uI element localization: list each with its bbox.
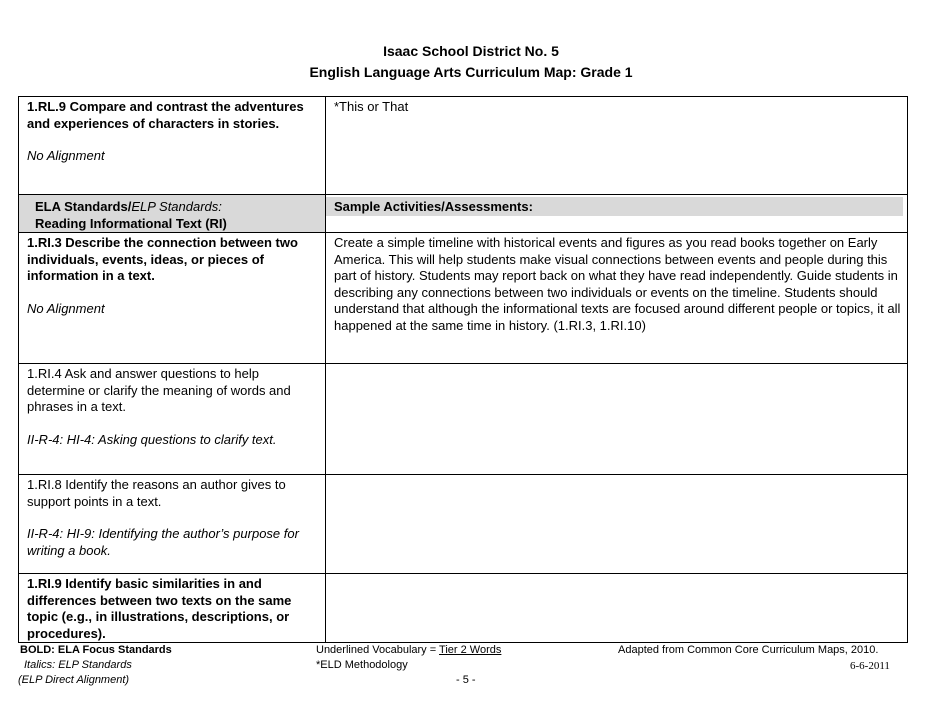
elp-standards-label: ELP Standards: <box>131 199 222 214</box>
district-title: Isaac School District No. 5 <box>383 43 559 59</box>
vocab-prefix: Underlined Vocabulary = <box>316 644 440 656</box>
standard-cell <box>19 574 326 643</box>
alignment-text: II-R-4: HI-4: Asking questions to clarify text. <box>27 431 277 447</box>
standard-text: 1.RI.9 Identify basic similarities in and differences between two texts on the same topic (e.g., in illustrations, descriptions, or procedures). <box>27 576 292 641</box>
standard-cell <box>19 475 326 574</box>
standards-header-cell <box>19 195 326 233</box>
section-header-row <box>19 195 908 233</box>
standard-cell <box>19 97 326 195</box>
standard-cell <box>19 364 326 475</box>
activity-cell <box>326 364 908 475</box>
vocab-tier: Tier 2 Words <box>439 644 502 656</box>
table-row <box>19 574 908 643</box>
activity-text: Create a simple timeline with historical events and figures as you read books together on Early America. This will help students make visual connections between events and people during this part of history. Students may report back on what they have read independently. Guide students in describing any connections between two individuals or events on the timeline. Students should understand that although the informational texts are focused around different people or topics, it all happened at the same time in history. (1.RI.3, 1.RI.10) <box>334 235 901 333</box>
table-row <box>19 475 908 574</box>
activity-cell <box>326 233 908 364</box>
standard-cell <box>19 233 326 364</box>
curriculum-table <box>18 96 908 643</box>
legend-direct: (ELP Direct Alignment) <box>18 674 130 686</box>
standard-text: 1.RI.4 Ask and answer questions to help determine or clarify the meaning of words and phrases in a text. <box>27 366 291 414</box>
standard-text: 1.RI.3 Describe the connection between two individuals, events, ideas, or pieces of information in a text. <box>27 235 298 283</box>
activity-cell <box>326 97 908 195</box>
activities-header-label: Sample Activities/Assessments: <box>334 199 533 214</box>
table-row <box>19 233 908 364</box>
legend-italic: Italics: ELP Standards <box>24 659 132 671</box>
alignment-text: No Alignment <box>27 300 105 316</box>
curriculum-map-title: English Language Arts Curriculum Map: Grade 1 <box>309 64 633 80</box>
adapted-note: Adapted from Common Core Curriculum Maps, 2010. <box>618 644 879 656</box>
standard-text: 1.RI.8 Identify the reasons an author gives to support points in a text. <box>27 477 286 509</box>
alignment-text: No Alignment <box>27 148 105 163</box>
standard-text: 1.RL.9 Compare and contrast the adventures and experiences of characters in stories. <box>27 99 304 131</box>
page-number: - 5 - <box>456 674 476 686</box>
activity-cell <box>326 574 908 643</box>
date-stamp: 6-6-2011 <box>850 660 890 672</box>
activities-header-cell <box>326 195 908 233</box>
alignment-text: II-R-4: HI-9: Identifying the author’s purpose for writing a book. <box>27 526 299 558</box>
activity-text: *This or That <box>334 99 409 114</box>
table-row <box>19 97 908 195</box>
eld-methodology-note: *ELD Methodology <box>316 659 408 671</box>
vocabulary-note <box>316 643 501 657</box>
table-row <box>19 364 908 475</box>
domain-label: Reading Informational Text (RI) <box>35 215 227 231</box>
legend-bold: BOLD: ELA Focus Standards <box>20 644 172 656</box>
activity-cell <box>326 475 908 574</box>
ela-standards-label: ELA Standards/ <box>35 199 132 214</box>
